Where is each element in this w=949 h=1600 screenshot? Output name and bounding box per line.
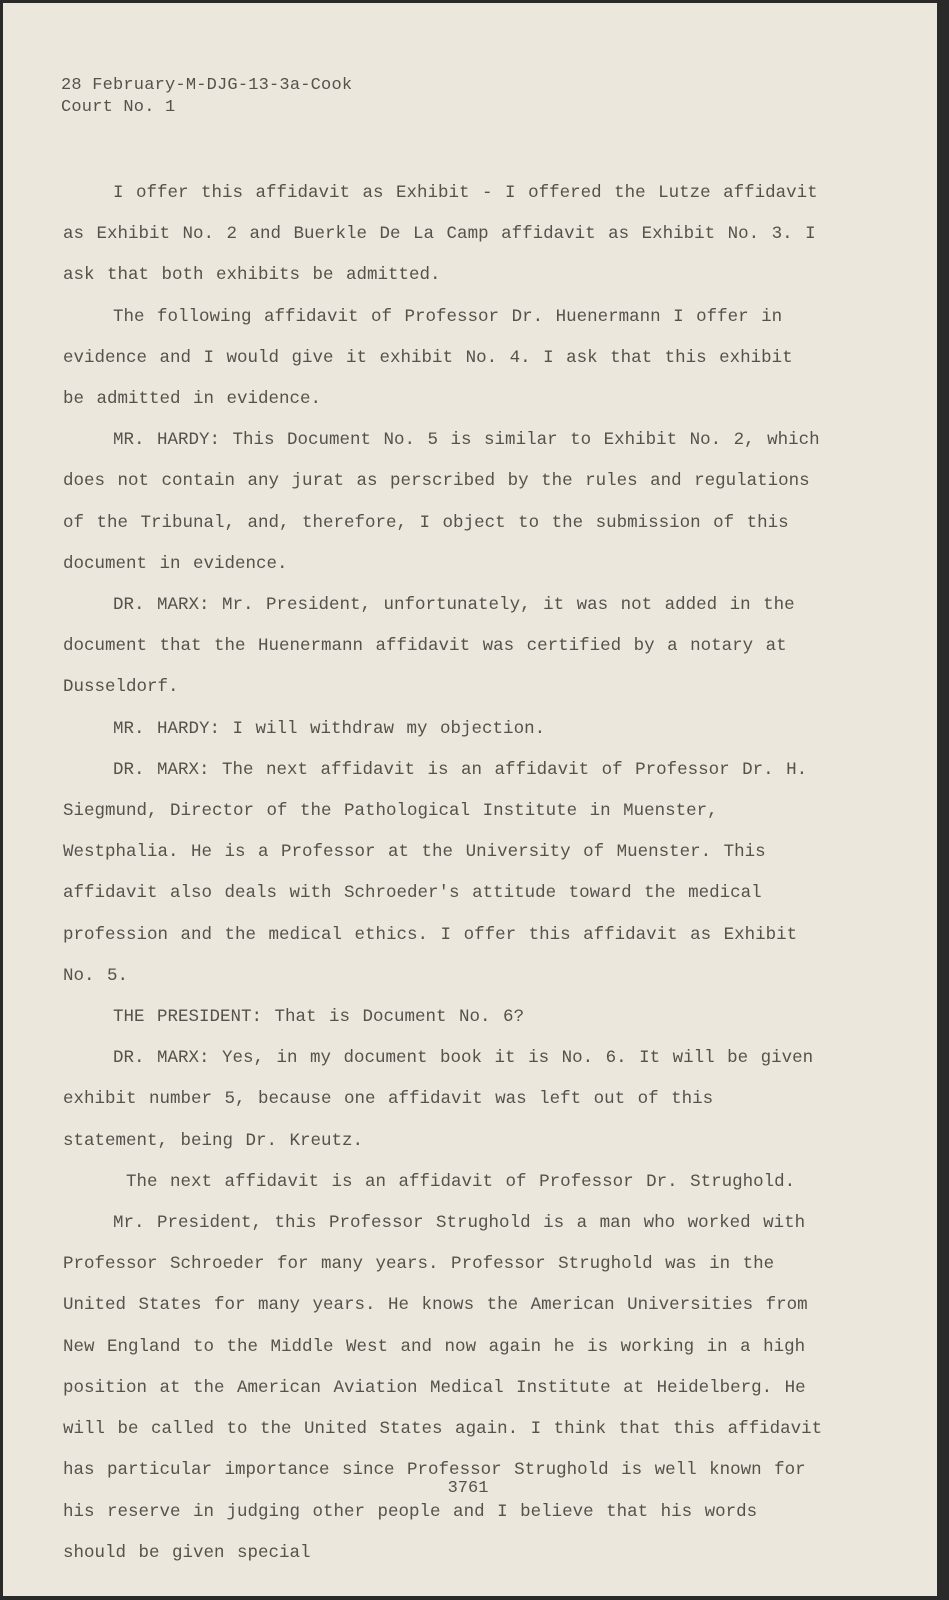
header-court-line: Court No. 1 [61,98,176,117]
paragraph: MR. HARDY: This Document No. 5 is similar to Exhibit No. 2, which does not contain any jurat as perscribed by the rules and regulations of the Tribunal, and, therefore, I object to the submission of this document in evidence. [63,430,820,574]
paragraph: THE PRESIDENT: That is Document No. 6? [113,1007,525,1028]
transcript-body [63,173,823,1574]
paragraph: Mr. President, this Professor Strughold is a man who worked with Professor Schroeder for many years. Professor Strughold was in the United States for many years. He knows the American Universities from New England to the Middle West and now again he is working in a high position at the American Aviation Medical Institute at Heidelberg. He will be called to the United States again. I think that this affidavit has particular importance since Professor Strughold is well known for his reserve in judging other people and I believe that his words should be given special [63,1213,823,1563]
header-date-line: 28 February-M-DJG-13-3a-Cook [61,76,353,95]
paragraph: The following affidavit of Professor Dr. Huenermann I offer in evidence and I would give it exhibit No. 4. I ask that this exhibit be admitted in evidence. [63,306,793,410]
paragraph: DR. MARX: Mr. President, unfortunately, it was not added in the document that the Huenermann affidavit was certified by a notary at Dusseldorf. [63,595,795,698]
paragraph: MR. HARDY: I will withdraw my objection. [113,718,546,739]
paragraph: I offer this affidavit as Exhibit - I offered the Lutze affidavit as Exhibit No. 2 and Buerkle De La Camp affidavit as Exhibit No. 3. I ask that both exhibits be admitted. [63,183,818,286]
paragraph: The next affidavit is an affidavit of Professor Dr. Strughold. [126,1171,796,1192]
paragraph: DR. MARX: The next affidavit is an affidavit of Professor Dr. H. Siegmund, Director of the Pathological Institute in Muenster, Westphalia. He is a Professor at the University of Muenster. This affidavit also deals with Schroeder's attitude toward the medical profession and the medical ethics. I offer this affidavit as Exhibit No. 5. [63,759,808,986]
paragraph: DR. MARX: Yes, in my document book it is No. 6. It will be given exhibit number 5, because one affidavit was left out of this statement, being Dr. Kreutz. [63,1048,814,1151]
page-number: 3761 [447,1479,489,1498]
document-header [61,75,352,119]
